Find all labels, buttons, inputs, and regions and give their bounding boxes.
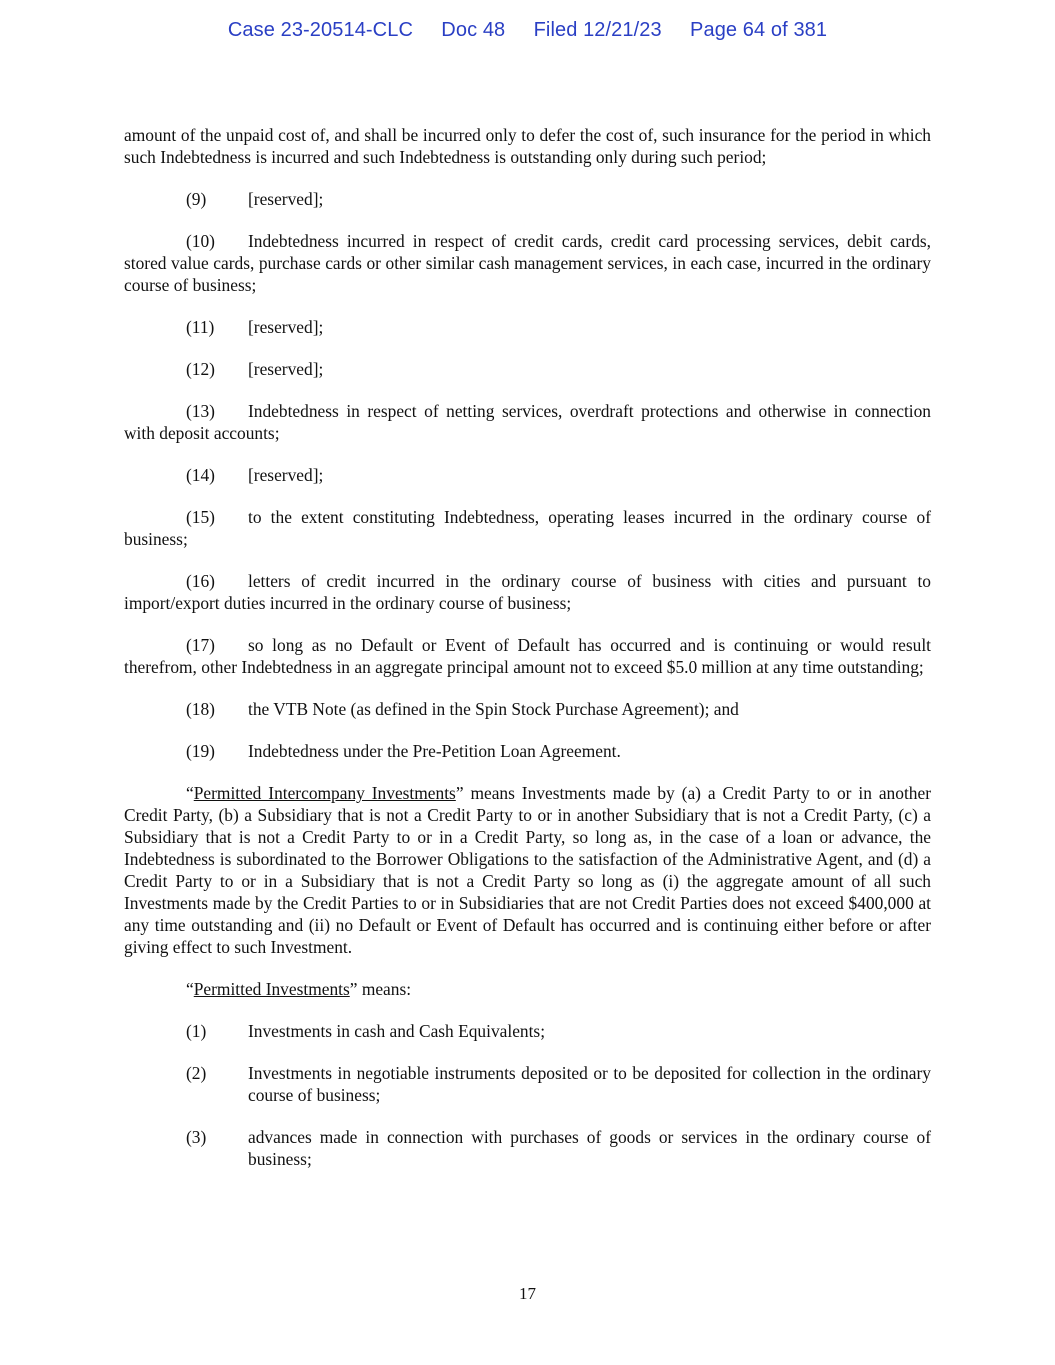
item-number: (13) <box>186 401 215 421</box>
list-item-12 <box>124 358 931 380</box>
investment-item-2 <box>186 1062 931 1106</box>
item-text: so long as no Default or Event of Default has occurred and is continuing or would result therefrom, other Indebtedness in an aggregate principal amount not to exceed $5.0 million at any time outstanding; <box>124 635 931 677</box>
item-text: to the extent constituting Indebtedness, operating leases incurred in the ordinary course of business; <box>124 507 931 549</box>
item-number: (15) <box>186 507 215 527</box>
item-number: (10) <box>186 231 215 251</box>
list-item-10 <box>124 230 931 296</box>
item-text: [reserved]; <box>248 317 324 337</box>
defined-term: Permitted Investments <box>193 979 350 999</box>
item-text: Indebtedness under the Pre-Petition Loan Agreement. <box>248 741 621 761</box>
list-item-15 <box>124 506 931 550</box>
list-item-18 <box>124 698 931 720</box>
item-number: (3) <box>186 1127 207 1147</box>
item-text: Indebtedness incurred in respect of credit cards, credit card processing services, debit cards, stored value cards, purchase cards or other similar cash management services, in each case, incurred in the ordinary course of business; <box>124 231 931 295</box>
list-item-13 <box>124 400 931 444</box>
investment-item-3 <box>186 1126 931 1170</box>
item-number: (12) <box>186 359 215 379</box>
document-body <box>124 124 931 1190</box>
item-number: (16) <box>186 571 215 591</box>
definition-permitted-investments: “Permitted Investments” means: <box>186 979 412 999</box>
item-text: Indebtedness in respect of netting services, overdraft protections and otherwise in connection with deposit accounts; <box>124 401 931 443</box>
item-number: (2) <box>186 1063 207 1083</box>
item-number: (11) <box>186 317 215 337</box>
filed-date: Filed 12/21/23 <box>533 19 662 41</box>
definition-text: ” means: <box>349 979 412 999</box>
item-number: (1) <box>186 1021 207 1041</box>
item-number: (17) <box>186 635 215 655</box>
case-number: Case 23-20514-CLC <box>227 19 413 41</box>
item-text: [reserved]; <box>248 465 324 485</box>
item-text: advances made in connection with purchases of goods or services in the ordinary course of business; <box>248 1127 931 1169</box>
defined-term: Permitted Intercompany Investments <box>193 783 456 803</box>
item-text: Investments in cash and Cash Equivalents; <box>248 1021 546 1041</box>
list-item-9 <box>124 188 931 210</box>
list-item-14 <box>124 464 931 486</box>
item-text: [reserved]; <box>248 189 324 209</box>
page-number: 17 <box>519 1284 536 1303</box>
definition-text: ” means Investments made by (a) a Credit Party to or in another Credit Party, (b) a Subsidiary that is not a Credit Party to or in another Subsidiary that is not a Credit Party, (c) a Subsidiary that is not a Credit Party to or in a Credit Party, so long as, in the case of a loan or advance, the Indebtedness is subordinated to the Borrower Obligations to the satisfaction of the Administrative Agent, and (d) a Credit Party to or in a Subsidiary that is not a Credit Party so long as (i) the aggregate amount of all such Investments made by the Credit Parties to or in Subsidiaries that are not Credit Parties does not exceed $400,000 at any time outstanding and (ii) no Default or Event of Default has occurred and is continuing either before or after giving effect to such Investment. <box>124 783 931 957</box>
doc-number: Doc 48 <box>441 19 506 41</box>
item-text: Investments in negotiable instruments deposited or to be deposited for collection in the ordinary course of business; <box>248 1063 931 1105</box>
list-item-17 <box>124 634 931 678</box>
definition-permitted-intercompany-investments: “Permitted Intercompany Investments” means Investments made by (a) a Credit Party to or in another Credit Party, (b) a Subsidiary that is not a Credit Party to or in another Subsidiary that is not a Credit Party, (c) a Subsidiary that is not a Credit Party to or in a Credit Party, so long as, in the case of a loan or advance, the Indebtedness is subordinated to the Borrower Obligations to the satisfaction of the Administrative Agent, and (d) a Credit Party to or in a Subsidiary that is not a Credit Party so long as (i) the aggregate amount of all such Investments made by the Credit Parties to or in Subsidiaries that are not Credit Parties does not exceed $400,000 at any time outstanding and (ii) no Default or Event of Default has occurred and is continuing either before or after giving effect to such Investment. <box>124 783 931 957</box>
list-item-19 <box>124 740 931 762</box>
continuation-paragraph: amount of the unpaid cost of, and shall be incurred only to defer the cost of, such insurance for the period in which such Indebtedness is incurred and such Indebtedness is outstanding only during such period; <box>124 125 931 167</box>
item-text: letters of credit incurred in the ordinary course of business with cities and pursuant to import/export duties incurred in the ordinary course of business; <box>124 571 931 613</box>
list-item-16 <box>124 570 931 614</box>
list-item-11 <box>124 316 931 338</box>
case-header <box>0 19 1055 42</box>
investment-item-1 <box>186 1020 931 1042</box>
item-number: (9) <box>186 189 207 209</box>
item-text: [reserved]; <box>248 359 324 379</box>
item-number: (19) <box>186 741 215 761</box>
item-number: (14) <box>186 465 215 485</box>
page-count: Page 64 of 381 <box>690 19 828 41</box>
item-text: the VTB Note (as defined in the Spin Stock Purchase Agreement); and <box>248 699 739 719</box>
item-number: (18) <box>186 699 215 719</box>
